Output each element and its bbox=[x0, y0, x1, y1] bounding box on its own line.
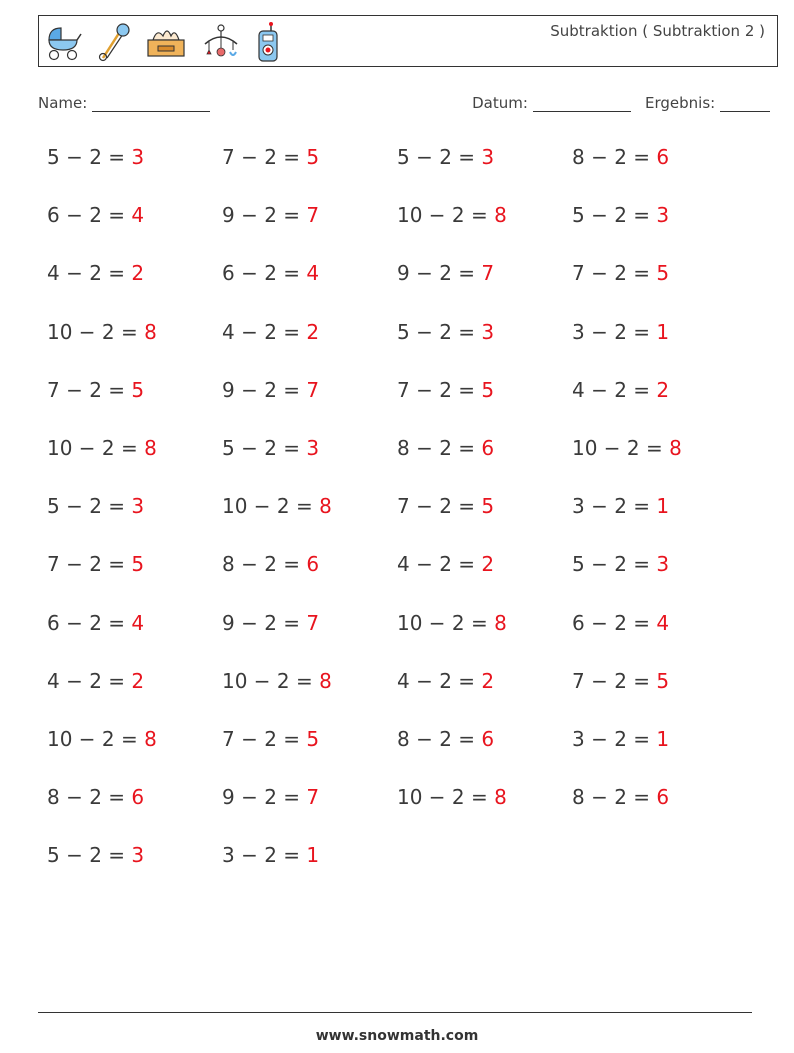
problem-item bbox=[47, 436, 157, 460]
problem-item bbox=[397, 145, 494, 169]
problem-answer: 8 bbox=[144, 319, 157, 344]
problem-expression: 4 − 2 = bbox=[47, 261, 132, 286]
problem-expression: 6 − 2 = bbox=[572, 610, 657, 635]
problem-item bbox=[222, 552, 319, 576]
problem-answer: 5 bbox=[481, 377, 495, 402]
problem-answer: 8 bbox=[494, 203, 507, 228]
problem-expression: 10 − 2 = bbox=[222, 668, 320, 693]
date-label: Datum: bbox=[472, 94, 528, 112]
problem-answer: 5 bbox=[131, 377, 145, 402]
problem-row bbox=[47, 436, 747, 494]
problem-expression: 3 − 2 = bbox=[572, 319, 657, 344]
problem-item bbox=[572, 785, 669, 809]
problem-answer: 6 bbox=[481, 726, 495, 751]
name-blank bbox=[92, 95, 210, 112]
problem-expression: 10 − 2 = bbox=[222, 494, 320, 519]
problem-answer: 3 bbox=[481, 319, 495, 344]
problem-row bbox=[47, 785, 747, 843]
footer-divider bbox=[38, 1012, 752, 1013]
problem-answer: 5 bbox=[131, 552, 145, 577]
problem-expression: 7 − 2 = bbox=[572, 668, 657, 693]
problem-expression: 8 − 2 = bbox=[47, 785, 132, 810]
problem-answer: 6 bbox=[131, 785, 145, 810]
problem-expression: 10 − 2 = bbox=[572, 435, 670, 460]
problem-item bbox=[572, 494, 669, 518]
problem-expression: 5 − 2 = bbox=[47, 843, 132, 868]
problem-answer: 2 bbox=[656, 377, 670, 402]
problem-expression: 9 − 2 = bbox=[397, 261, 482, 286]
problem-answer: 1 bbox=[656, 494, 670, 519]
result-label: Ergebnis: bbox=[645, 94, 716, 112]
problem-row bbox=[47, 727, 747, 785]
problem-row bbox=[47, 378, 747, 436]
problem-expression: 3 − 2 = bbox=[572, 494, 657, 519]
problem-item bbox=[47, 320, 157, 344]
problem-item bbox=[47, 843, 144, 867]
problem-answer: 1 bbox=[656, 319, 670, 344]
problem-item bbox=[222, 843, 319, 867]
problem-answer: 4 bbox=[131, 610, 145, 635]
problem-row bbox=[47, 320, 747, 378]
problem-answer: 6 bbox=[656, 785, 670, 810]
problem-row bbox=[47, 669, 747, 727]
problem-expression: 6 − 2 = bbox=[222, 261, 307, 286]
problem-expression: 3 − 2 = bbox=[572, 726, 657, 751]
problem-answer: 7 bbox=[306, 610, 320, 635]
problem-row bbox=[47, 611, 747, 669]
problem-expression: 5 − 2 = bbox=[47, 145, 132, 169]
problem-item bbox=[47, 145, 144, 169]
problem-expression: 7 − 2 = bbox=[222, 726, 307, 751]
problem-answer: 8 bbox=[494, 785, 507, 810]
problem-answer: 3 bbox=[131, 145, 145, 169]
result-blank bbox=[720, 95, 770, 112]
problem-item bbox=[47, 378, 144, 402]
problem-answer: 2 bbox=[481, 552, 495, 577]
problem-item bbox=[572, 378, 669, 402]
problem-item bbox=[47, 494, 144, 518]
problem-answer: 2 bbox=[306, 319, 320, 344]
problem-item bbox=[572, 669, 669, 693]
name-label: Name: bbox=[38, 94, 88, 112]
problem-answer: 3 bbox=[656, 203, 670, 228]
problem-answer: 5 bbox=[306, 145, 320, 169]
problem-answer: 4 bbox=[131, 203, 145, 228]
problem-item bbox=[572, 552, 669, 576]
problem-answer: 7 bbox=[306, 203, 320, 228]
problem-expression: 6 − 2 = bbox=[47, 203, 132, 228]
problem-item bbox=[397, 436, 494, 460]
problem-expression: 4 − 2 = bbox=[47, 668, 132, 693]
problem-item bbox=[397, 378, 494, 402]
problem-expression: 10 − 2 = bbox=[47, 319, 145, 344]
problem-expression: 10 − 2 = bbox=[47, 435, 145, 460]
problem-expression: 5 − 2 = bbox=[397, 145, 482, 169]
problem-answer: 1 bbox=[306, 843, 320, 868]
problem-row bbox=[47, 145, 747, 203]
problem-item bbox=[572, 436, 682, 460]
problem-expression: 8 − 2 = bbox=[397, 435, 482, 460]
problem-answer: 6 bbox=[306, 552, 320, 577]
problem-answer: 3 bbox=[656, 552, 670, 577]
problem-item bbox=[222, 494, 332, 518]
problem-answer: 8 bbox=[669, 435, 682, 460]
baby-monitor-icon bbox=[255, 21, 281, 63]
problem-expression: 8 − 2 = bbox=[572, 145, 657, 169]
problem-answer: 1 bbox=[656, 726, 670, 751]
tissue-box-icon bbox=[145, 22, 187, 62]
problem-expression: 9 − 2 = bbox=[222, 785, 307, 810]
problem-item bbox=[397, 203, 507, 227]
problem-answer: 7 bbox=[306, 785, 320, 810]
problem-item bbox=[572, 145, 669, 169]
problem-item bbox=[222, 727, 319, 751]
problem-item bbox=[397, 611, 507, 635]
problem-item bbox=[397, 261, 494, 285]
problem-item bbox=[572, 320, 669, 344]
worksheet-header bbox=[38, 15, 778, 67]
problem-expression: 5 − 2 = bbox=[572, 203, 657, 228]
student-info-row bbox=[38, 94, 770, 118]
problem-expression: 7 − 2 = bbox=[572, 261, 657, 286]
problem-answer: 5 bbox=[656, 261, 670, 286]
problem-expression: 5 − 2 = bbox=[397, 319, 482, 344]
problem-expression: 4 − 2 = bbox=[222, 319, 307, 344]
problem-expression: 5 − 2 = bbox=[47, 494, 132, 519]
problem-item bbox=[222, 611, 319, 635]
problem-answer: 7 bbox=[306, 377, 320, 402]
footer-url: www.snowmath.com bbox=[315, 1028, 479, 1044]
problem-expression: 7 − 2 = bbox=[47, 552, 132, 577]
problem-answer: 2 bbox=[131, 668, 145, 693]
problem-item bbox=[572, 261, 669, 285]
problem-expression: 7 − 2 = bbox=[397, 494, 482, 519]
problem-expression: 5 − 2 = bbox=[572, 552, 657, 577]
problem-expression: 8 − 2 = bbox=[397, 726, 482, 751]
problem-item bbox=[397, 552, 494, 576]
problem-expression: 9 − 2 = bbox=[222, 610, 307, 635]
problem-item bbox=[47, 727, 157, 751]
problem-answer: 5 bbox=[481, 494, 495, 519]
problem-row bbox=[47, 203, 747, 261]
problem-item bbox=[222, 320, 319, 344]
problem-row bbox=[47, 552, 747, 610]
problem-answer: 8 bbox=[319, 668, 332, 693]
baby-mobile-icon bbox=[201, 22, 241, 62]
problem-expression: 4 − 2 = bbox=[397, 668, 482, 693]
name-field bbox=[38, 94, 210, 112]
problem-item bbox=[47, 611, 144, 635]
problem-answer: 3 bbox=[131, 494, 145, 519]
problem-answer: 5 bbox=[306, 726, 320, 751]
problem-item bbox=[572, 203, 669, 227]
worksheet-title: Subtraktion ( Subtraktion 2 ) bbox=[550, 22, 765, 40]
problem-item bbox=[397, 727, 494, 751]
problem-answer: 8 bbox=[319, 494, 332, 519]
problem-item bbox=[47, 785, 144, 809]
problem-item bbox=[572, 611, 669, 635]
problem-expression: 7 − 2 = bbox=[47, 377, 132, 402]
problem-item bbox=[397, 785, 507, 809]
problem-item bbox=[47, 261, 144, 285]
problem-answer: 4 bbox=[656, 610, 670, 635]
problem-answer: 3 bbox=[481, 145, 495, 169]
problem-expression: 7 − 2 = bbox=[397, 377, 482, 402]
problem-expression: 4 − 2 = bbox=[572, 377, 657, 402]
header-icons bbox=[43, 20, 281, 64]
problem-item bbox=[397, 494, 494, 518]
problem-row bbox=[47, 261, 747, 319]
problem-expression: 6 − 2 = bbox=[47, 610, 132, 635]
problem-item bbox=[222, 436, 319, 460]
problem-row bbox=[47, 494, 747, 552]
problem-expression: 3 − 2 = bbox=[222, 843, 307, 868]
problem-item bbox=[47, 203, 144, 227]
problem-answer: 8 bbox=[144, 435, 157, 460]
problem-item bbox=[222, 261, 319, 285]
problem-item bbox=[47, 552, 144, 576]
problem-expression: 10 − 2 = bbox=[47, 726, 145, 751]
problem-item bbox=[222, 203, 319, 227]
baby-carriage-icon bbox=[43, 22, 83, 62]
problem-answer: 2 bbox=[131, 261, 145, 286]
problem-answer: 8 bbox=[494, 610, 507, 635]
problem-item bbox=[47, 669, 144, 693]
problem-answer: 8 bbox=[144, 726, 157, 751]
date-blank bbox=[533, 95, 631, 112]
problem-answer: 3 bbox=[131, 843, 145, 868]
problem-row bbox=[47, 843, 747, 901]
problem-answer: 5 bbox=[656, 668, 670, 693]
problem-item bbox=[222, 145, 319, 169]
problem-expression: 10 − 2 = bbox=[397, 785, 495, 810]
problem-expression: 4 − 2 = bbox=[397, 552, 482, 577]
problem-answer: 2 bbox=[481, 668, 495, 693]
problem-expression: 9 − 2 = bbox=[222, 377, 307, 402]
problem-answer: 7 bbox=[481, 261, 495, 286]
problem-answer: 6 bbox=[481, 435, 495, 460]
problem-expression: 7 − 2 = bbox=[222, 145, 307, 169]
problem-expression: 5 − 2 = bbox=[222, 435, 307, 460]
problem-item bbox=[222, 785, 319, 809]
safety-pin-icon bbox=[97, 22, 131, 62]
problem-answer: 4 bbox=[306, 261, 320, 286]
problem-item bbox=[397, 320, 494, 344]
problem-expression: 9 − 2 = bbox=[222, 203, 307, 228]
problem-expression: 8 − 2 = bbox=[222, 552, 307, 577]
date-result-fields bbox=[472, 94, 770, 112]
problem-answer: 6 bbox=[656, 145, 670, 169]
problem-item bbox=[222, 378, 319, 402]
problem-expression: 10 − 2 = bbox=[397, 203, 495, 228]
problem-item bbox=[572, 727, 669, 751]
problem-item bbox=[397, 669, 494, 693]
problem-expression: 10 − 2 = bbox=[397, 610, 495, 635]
problem-item bbox=[222, 669, 332, 693]
problem-answer: 3 bbox=[306, 435, 320, 460]
problem-expression: 8 − 2 = bbox=[572, 785, 657, 810]
problem-grid bbox=[47, 145, 747, 901]
